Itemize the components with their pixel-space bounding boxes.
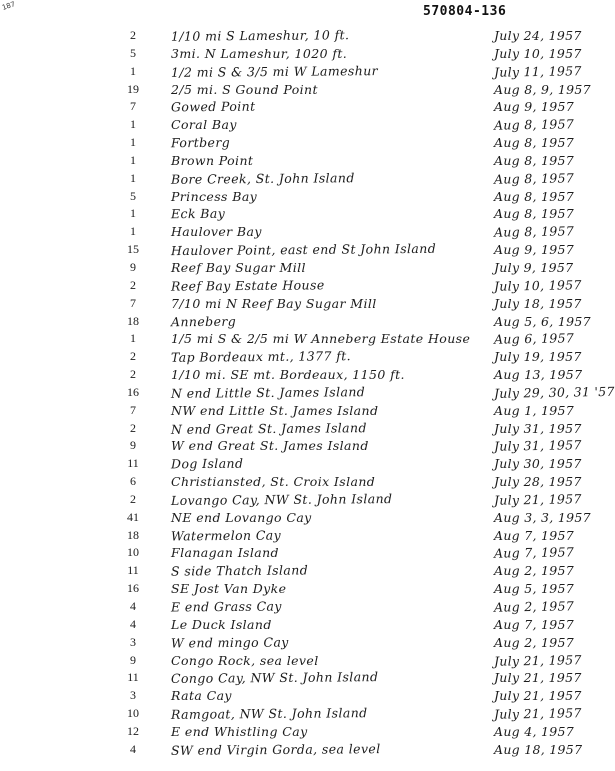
collection-date: July 31, 1957	[494, 420, 582, 436]
list-item	[0, 473, 600, 491]
locality: 1/2 mi S & 3/5 mi W Lameshur	[170, 62, 379, 80]
list-item	[0, 544, 600, 562]
collection-date: Aug 18, 1957	[494, 741, 583, 757]
collection-date: Aug 13, 1957	[494, 367, 583, 383]
list-item	[0, 116, 600, 134]
specimen-count: 15	[127, 242, 139, 257]
collection-date: July 11, 1957	[493, 62, 582, 80]
locality: NW end Little St. James Island	[171, 402, 379, 418]
list-item	[0, 455, 600, 473]
collection-date: July 10, 1957	[493, 277, 582, 294]
specimen-count: 7	[130, 295, 136, 310]
locality: 1/10 mi. SE mt. Bordeaux, 1150 ft.	[171, 367, 405, 383]
locality: SE Jost Van Dyke	[171, 581, 287, 597]
locality: E end Whistling Cay	[171, 723, 308, 739]
list-item	[0, 437, 600, 455]
locality: Haulover Bay	[171, 224, 262, 240]
collection-date: July 24, 1957	[494, 28, 582, 43]
specimen-count: 2	[130, 491, 136, 506]
collection-date: Aug 5, 1957	[494, 581, 575, 597]
list-item	[0, 598, 600, 616]
specimen-count: 4	[130, 616, 136, 631]
specimen-count: 1	[130, 63, 136, 78]
collection-date: Aug 7, 1957	[494, 527, 575, 543]
specimen-count: 1	[130, 170, 136, 185]
collection-date: Aug 2, 1957	[494, 634, 575, 650]
collection-date: July 21, 1957	[493, 651, 582, 669]
list-item	[0, 669, 600, 687]
collection-date: Aug 9, 1957	[494, 99, 575, 115]
locality: 1/5 mi S & 2/5 mi W Anneberg Estate House	[171, 331, 471, 347]
locality: Watermelon Cay	[170, 527, 282, 544]
collection-date: Aug 8, 1957	[494, 206, 575, 222]
locality: Bore Creek, St. John Island	[170, 169, 355, 187]
collection-date: Aug 8, 1957	[493, 116, 575, 133]
specimen-count: 6	[130, 474, 136, 489]
list-item	[0, 134, 600, 152]
specimen-count: 11	[127, 456, 139, 471]
list-item	[0, 241, 600, 259]
collection-date: Aug 7, 1957	[493, 544, 575, 562]
specimen-count: 2	[130, 28, 136, 42]
locality: Rata Cay	[171, 688, 232, 704]
collection-date: Aug 3, 3, 1957	[494, 509, 591, 525]
collection-date: July 21, 1957	[494, 688, 582, 704]
locality: Congo Rock, sea level	[171, 652, 319, 668]
locality: Anneberg	[170, 313, 237, 329]
specimen-count: 2	[130, 367, 136, 382]
specimen-count: 18	[127, 527, 139, 542]
locality: W end Great St. James Island	[171, 438, 369, 454]
list-item	[0, 81, 600, 99]
specimen-count: 1	[130, 224, 136, 239]
locality: E end Grass Cay	[170, 598, 282, 615]
list-item	[0, 580, 600, 598]
collection-date: July 29, 30, 31 '57	[493, 383, 615, 401]
specimen-count: 41	[127, 509, 139, 524]
locality: Christiansted, St. Croix Island	[171, 474, 376, 490]
collection-date: Aug 8, 1957	[494, 188, 575, 204]
list-item	[0, 723, 600, 741]
locality: Tap Bordeaux mt., 1377 ft.	[170, 348, 352, 365]
collection-date: Aug 9, 1957	[494, 242, 575, 258]
corner-mark: 187	[1, 0, 17, 12]
locality: Ramgoat, NW St. John Island	[170, 705, 368, 722]
collection-date: July 9, 1957	[494, 259, 574, 275]
locality: Reef Bay Estate House	[170, 277, 325, 294]
list-item	[0, 98, 600, 116]
specimen-count: 16	[127, 384, 139, 399]
list-item	[0, 705, 600, 723]
specimen-count: 3	[130, 688, 136, 703]
locality: 1/10 mi S Lameshur, 10 ft.	[170, 27, 350, 44]
collection-date: Aug 7, 1957	[494, 616, 575, 632]
specimen-count: 10	[127, 706, 139, 721]
collection-date: Aug 2, 1957	[493, 598, 575, 615]
specimen-count: 1	[130, 331, 136, 346]
list-item	[0, 188, 600, 206]
list-item	[0, 259, 600, 277]
list-item	[0, 402, 600, 420]
specimen-count: 4	[130, 741, 136, 756]
collection-date: July 19, 1957	[494, 349, 582, 365]
collection-date: July 10, 1957	[494, 45, 582, 61]
collection-date: Aug 8, 1957	[493, 170, 575, 187]
locality: N end Little St. James Island	[170, 384, 366, 401]
list-item	[0, 205, 600, 223]
list-item	[0, 313, 600, 331]
specimen-count: 10	[127, 545, 139, 560]
specimen-count: 5	[130, 188, 136, 203]
specimen-count: 9	[130, 259, 136, 274]
collection-date: Aug 6, 1957	[493, 330, 575, 348]
locality: SW end Virgin Gorda, sea level	[170, 740, 381, 758]
locality: Congo Cay, NW St. John Island	[170, 669, 379, 687]
specimen-count: 19	[127, 81, 139, 96]
collection-date: Aug 8, 1957	[493, 223, 575, 240]
collection-date: Aug 4, 1957	[494, 723, 575, 739]
list-item	[0, 491, 600, 509]
specimen-list	[0, 27, 615, 759]
locality: Dog Island	[170, 455, 244, 472]
list-item	[0, 295, 600, 313]
list-item	[0, 383, 615, 402]
locality: 2/5 mi. S Gound Point	[171, 81, 318, 97]
locality: Princess Bay	[171, 188, 258, 204]
specimen-count: 5	[130, 45, 136, 60]
list-item	[0, 616, 600, 634]
collection-date: July 31, 1957	[493, 437, 582, 455]
specimen-count: 1	[130, 135, 136, 150]
collection-date: Aug 8, 1957	[494, 135, 575, 151]
collection-date: July 21, 1957	[493, 705, 582, 722]
list-item	[0, 223, 600, 241]
locality: Gowed Point	[170, 99, 256, 115]
list-item	[0, 741, 600, 759]
list-item	[0, 420, 600, 438]
collection-date: July 21, 1957	[494, 670, 582, 686]
collection-date: Aug 2, 1957	[494, 563, 575, 579]
list-item	[0, 509, 600, 527]
locality: Flanagan Island	[171, 545, 279, 561]
list-item	[0, 45, 600, 63]
locality: N end Great St. James Island	[170, 419, 367, 437]
locality: Coral Bay	[171, 117, 237, 133]
specimen-count: 2	[130, 277, 136, 292]
locality: Brown Point	[171, 152, 254, 168]
specimen-count: 2	[130, 349, 136, 364]
list-item	[0, 348, 600, 366]
specimen-count: 1	[130, 152, 136, 167]
locality: S side Thatch Island	[170, 562, 309, 579]
locality: Le Duck Island	[171, 616, 272, 632]
specimen-count: 11	[127, 563, 139, 578]
collection-date: July 18, 1957	[494, 295, 582, 311]
list-item	[0, 366, 600, 384]
specimen-count: 16	[127, 581, 139, 596]
specimen-count: 12	[127, 723, 139, 738]
specimen-count: 1	[130, 117, 136, 132]
list-item	[0, 687, 600, 705]
list-item	[0, 27, 600, 45]
specimen-count: 7	[130, 402, 136, 417]
collection-date: July 30, 1957	[494, 456, 582, 472]
collection-date: July 21, 1957	[493, 491, 582, 508]
collection-date: Aug 8, 9, 1957	[494, 81, 591, 97]
locality: W end mingo Cay	[170, 634, 289, 651]
specimen-count: 9	[130, 438, 136, 453]
locality: Haulover Point, east end St John Island	[170, 240, 437, 259]
document-id: 570804-136	[423, 4, 507, 19]
list-item	[0, 63, 600, 81]
specimen-count: 1	[130, 206, 136, 221]
specimen-count: 7	[130, 99, 136, 114]
locality: Lovango Cay, NW St. John Island	[170, 490, 393, 508]
list-item	[0, 527, 600, 545]
locality: 7/10 mi N Reef Bay Sugar Mill	[171, 295, 377, 311]
list-item	[0, 152, 600, 170]
locality: NE end Lovango Cay	[171, 509, 312, 525]
list-item	[0, 277, 600, 295]
locality: Fortberg	[170, 134, 231, 151]
specimen-count: 3	[130, 634, 136, 649]
collection-date: Aug 1, 1957	[494, 402, 575, 418]
list-item	[0, 170, 600, 188]
list-item	[0, 652, 600, 670]
specimen-count: 11	[127, 670, 139, 685]
list-item	[0, 562, 600, 580]
list-item	[0, 634, 600, 652]
locality: Reef Bay Sugar Mill	[171, 259, 306, 275]
collection-date: July 28, 1957	[494, 474, 582, 490]
locality: 3mi. N Lameshur, 1020 ft.	[171, 45, 348, 61]
collection-date: Aug 5, 6, 1957	[494, 313, 591, 329]
list-item	[0, 330, 600, 348]
locality: Eck Bay	[170, 206, 226, 222]
specimen-count: 4	[130, 599, 136, 613]
specimen-count: 2	[130, 420, 136, 435]
specimen-count: 9	[130, 652, 136, 667]
collection-date: Aug 8, 1957	[494, 152, 575, 168]
specimen-count: 18	[127, 313, 139, 328]
